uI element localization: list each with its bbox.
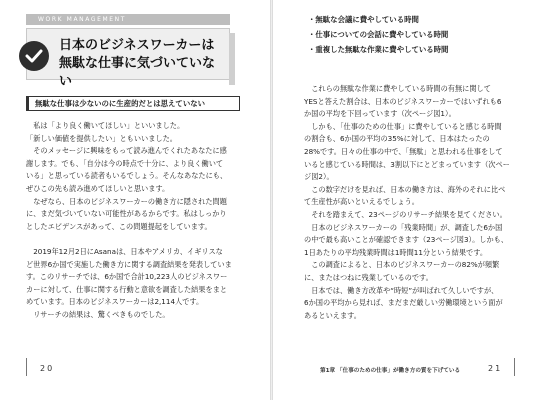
bullet-list [308,12,518,57]
text-line: ジ図2）。 [304,172,334,182]
text-line: カーに対して、仕事に関する行動と意欲を調査した結果をまと [26,284,228,294]
text-line: 日本のビジネスワーカーの「残業時間」が、調査した6か国 [304,222,503,232]
title-line-2: 無駄な仕事に気づいていない [59,56,216,89]
text-line: 6か国の平均から見れば、まだまだ厳しい労働環境という面が [304,298,503,308]
text-line: の割合も、6か国の平均の35%に対して、日本はたったの [304,134,490,144]
text-line: 1日あたりの平均残業時間は1時間11分という結果です。 [304,247,488,257]
text-line: の中で最も高いことが確認できます（23ページ図3）。しかも、 [304,235,509,245]
text-line: これらの無駄な作業に費やしている時間の有無に関して [304,84,491,93]
text-line: あるといえます。 [304,310,361,320]
text-line: 2019年12月2日にAsanaは、日本やアメリカ、イギリスな [26,246,223,256]
text-line: この調査によると、日本のビジネスワーカーの82%が頻繁 [304,260,500,270]
bullet-item: ・仕事についての会話に費やしている時間 [308,30,449,39]
running-head: 第1章 「仕事のための仕事」が働き方の質を下げている [320,368,461,374]
folio-divider [26,358,27,376]
text-line: 謝します。でも、「自分は今の時点で十分に、より良く働いて [26,158,224,168]
page-number-right: 21 [488,364,503,373]
left-page [0,0,270,400]
text-line: ど世界6か国で実施した働き方に関する調査結果を発表していま [26,259,232,269]
text-line: いると感じている時間は、3割以下にとどまっています（次ペー [304,159,510,169]
section-tag: WORK MANAGEMENT [26,14,230,25]
right-body-text [304,83,520,322]
text-line: この数字だけを見れば、日本の働き方は、海外のそれに比べ [304,184,506,194]
bullet-item: ・無駄な会議に費やしている時間 [308,15,419,24]
text-line: としたエビデンスがあって、この問題提起をしています。 [26,221,212,231]
text-line: て生産性が高いといえるでしょう。 [304,197,419,207]
text-line: なぜなら、日本のビジネスワーカーの働き方に隠された問題 [26,196,227,206]
text-line: いる」と思っている読者もいるでしょう。そんなあなたにも、 [26,171,228,181]
title-line-1: 日本のビジネスワーカーは [59,38,215,53]
text-line: めています。日本のビジネスワーカーは2,114人です。 [26,297,204,307]
text-line: か国の平均を下回っています（次ページ図1）。 [304,109,456,119]
bullet-item: ・重複した無駄な作業に費やしている時間 [308,45,449,54]
check-icon [19,41,49,71]
chapter-title [59,37,223,91]
chapter-title-box [26,28,230,89]
text-line: YESと答えた割合は、日本のビジネスワーカーではいずれも6 [304,96,502,106]
page-number-left: 20 [40,364,55,373]
text-line: に、またはつねに残業しているのです。 [304,272,433,282]
text-line: に、まだ気づいていない可能性があるからです。私はしっかり [26,209,227,219]
text-line: しかも、「仕事のための仕事」に費やしていると感じる時間 [304,121,502,131]
text-line: 私は「より良く働いてほしい」といいました。 [26,121,185,130]
text-line: ぜひこの先も読み進めてほしいと思います。 [26,183,170,193]
text-line: 28%です。日々の仕事の中で、「無駄」と思われる仕事をして [304,146,503,156]
subheading: 無駄な仕事は少ないのに生産的だとは思えていない [26,96,240,111]
folio-divider [514,358,515,376]
text-line: それを踏まえて、23ページのリサーチ結果を見てください。 [304,209,507,219]
text-line: そのメッセージに興味をもって読み進んでくれたあなたに感 [26,146,227,156]
left-body-text [26,120,246,322]
text-line: 「新しい価値を提供したい」ともいいました。 [26,133,177,143]
text-line: す。このリサーチでは、6か国で合計10,223人のビジネスワー [26,272,228,282]
text-line: リサーチの結果は、驚くべきものでした。 [26,309,170,319]
text-line: 日本では、働き方改革や“時短”が叫ばれて久しいですが、 [304,285,499,295]
